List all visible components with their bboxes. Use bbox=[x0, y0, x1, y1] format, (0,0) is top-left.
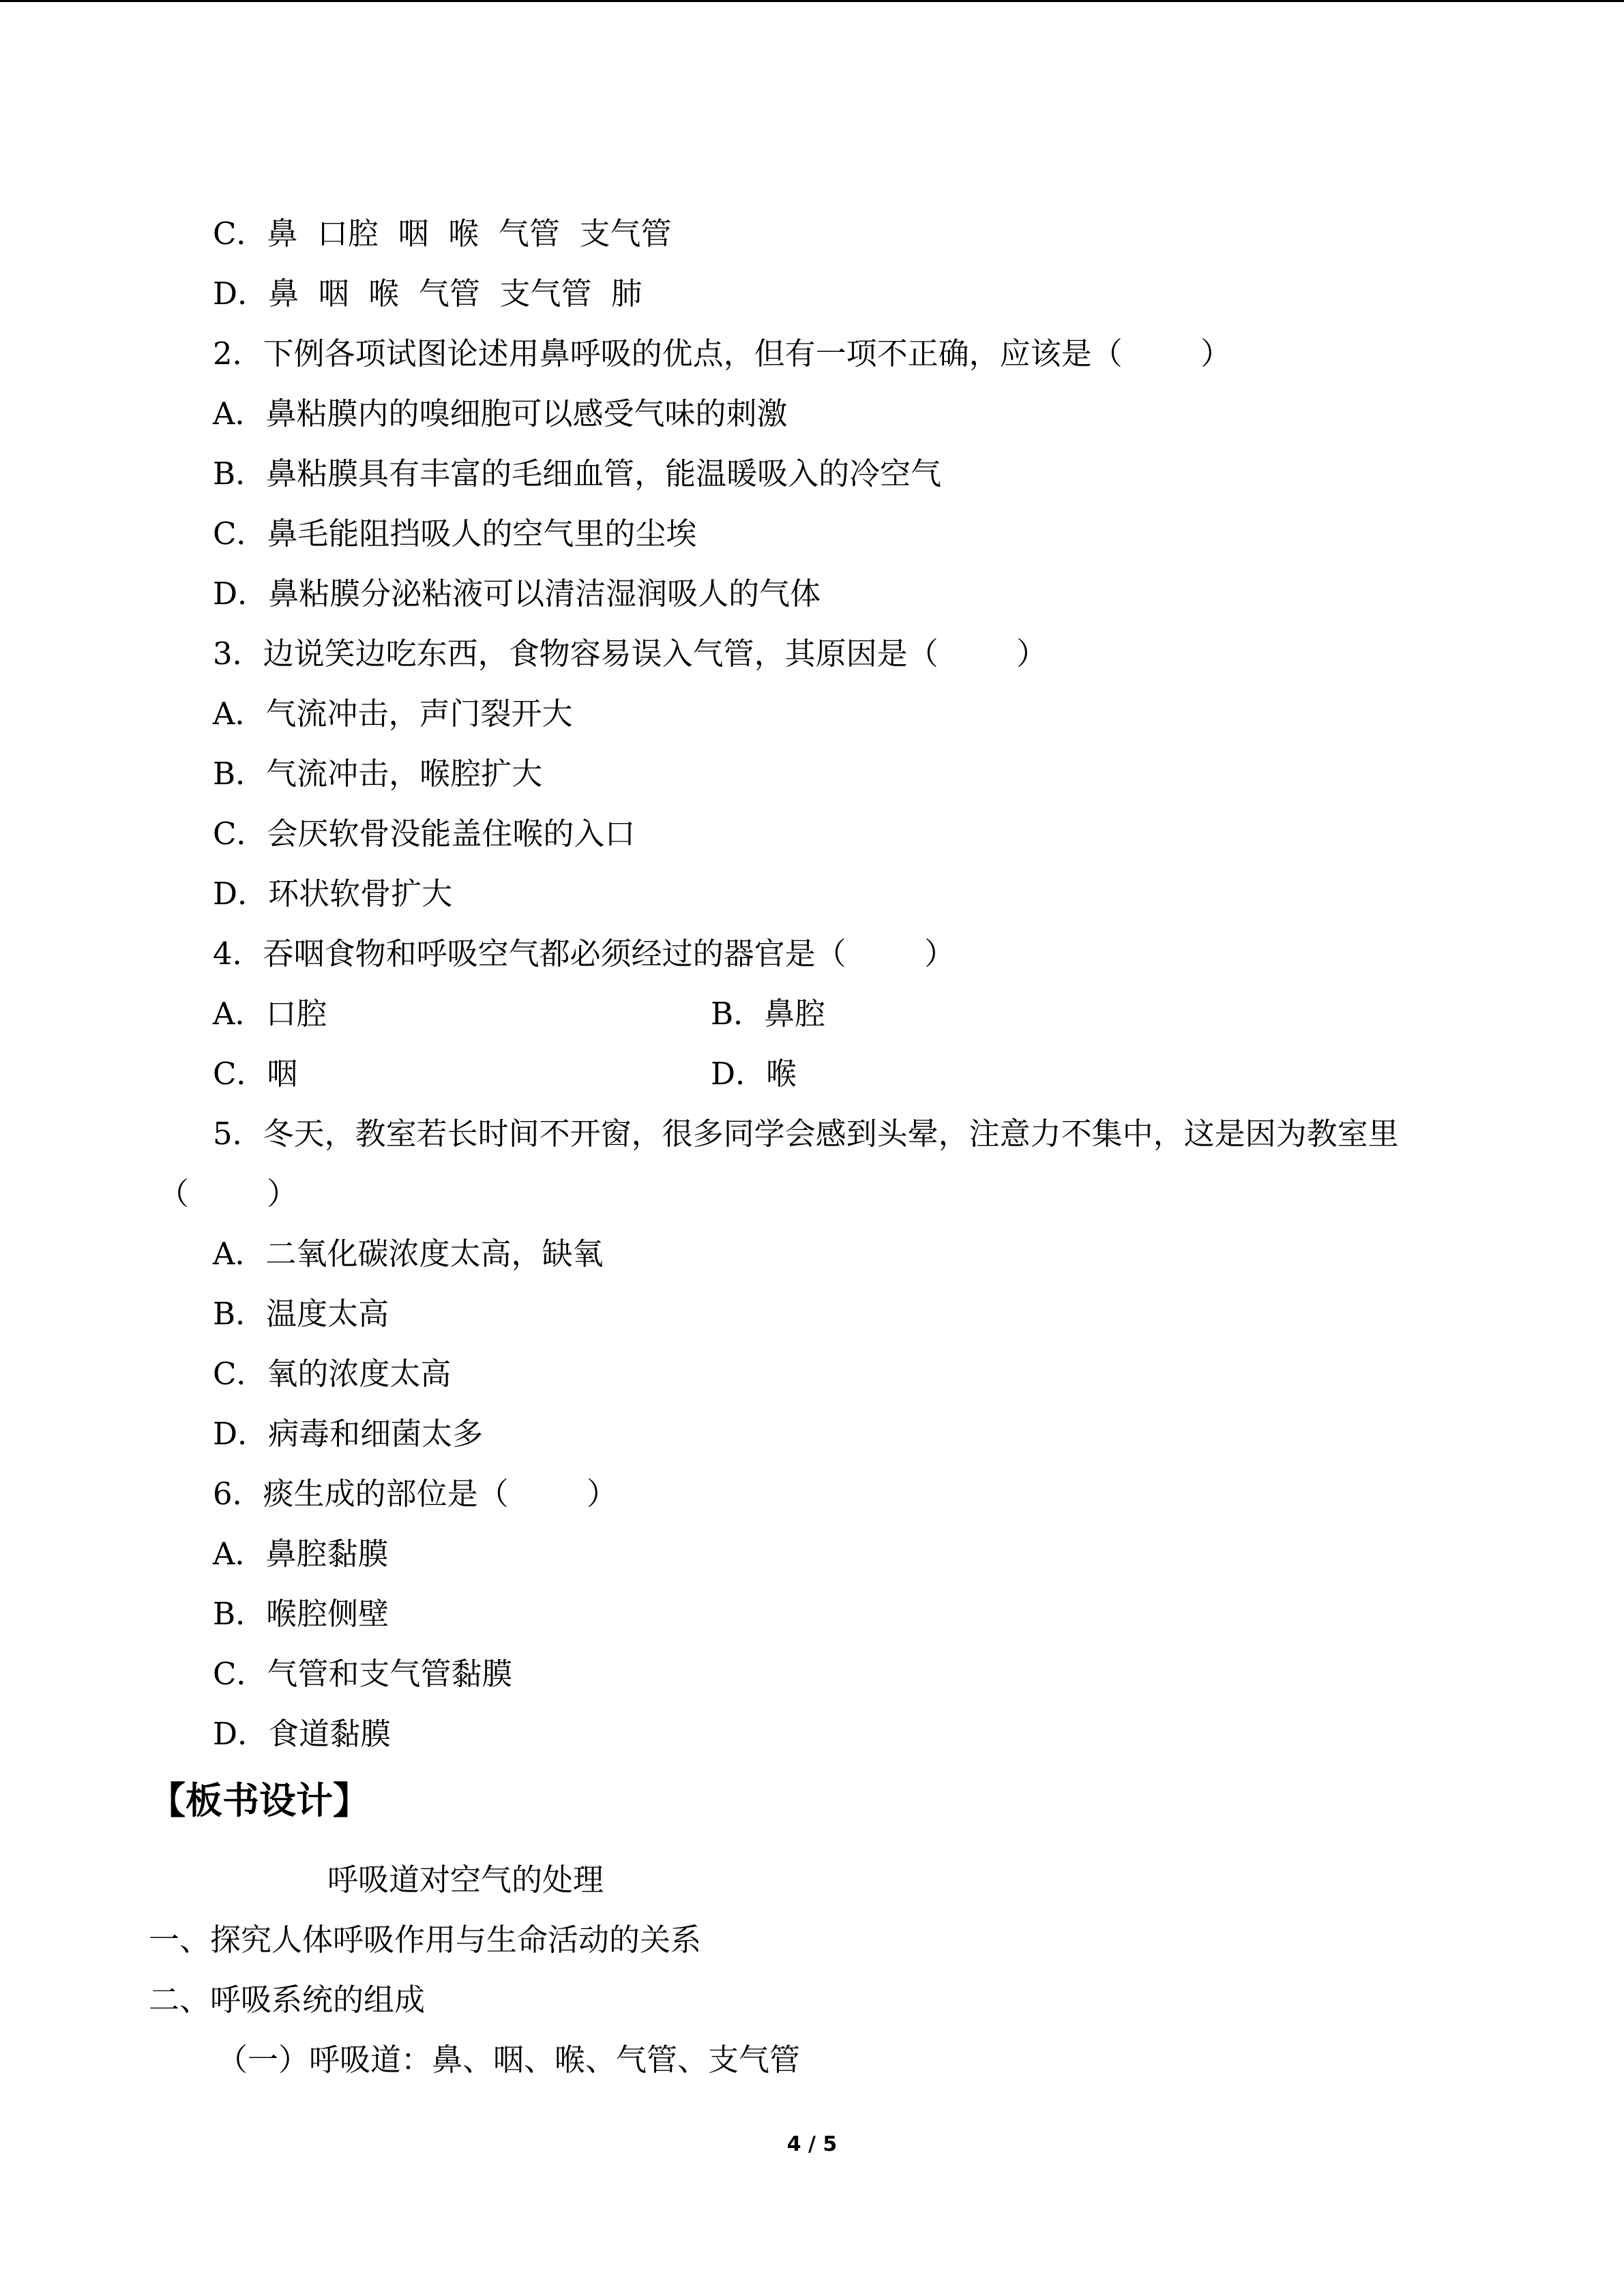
q5-option-a: A．二氧化碳浓度太高，缺氧 bbox=[213, 1236, 604, 1272]
section-heading: 【板书设计】 bbox=[149, 1778, 370, 1822]
q6-option-c: C．气管和支气管黏膜 bbox=[213, 1656, 513, 1692]
board-title: 呼吸道对空气的处理 bbox=[327, 1862, 604, 1898]
board-item-1: 一、探究人体呼吸作用与生命活动的关系 bbox=[149, 1922, 702, 1958]
q1-option-d: D．鼻 咽 喉 气管 支气管 肺 bbox=[213, 275, 643, 312]
q3-option-d: D．环状软骨扩大 bbox=[213, 876, 453, 912]
q2-option-a: A．鼻粘膜内的嗅细胞可以感受气味的刺激 bbox=[213, 396, 788, 432]
q2-option-d: D．鼻粘膜分泌粘液可以清洁湿润吸人的气体 bbox=[213, 576, 821, 612]
q5-stem-continued: （ ） bbox=[158, 1176, 298, 1212]
board-item-2: 二、呼吸系统的组成 bbox=[149, 1982, 426, 2018]
q6-option-a: A．鼻腔黏膜 bbox=[213, 1536, 389, 1572]
q1-option-c: C．鼻 口腔 咽 喉 气管 支气管 bbox=[213, 215, 672, 252]
q4-option-a: A．口腔 bbox=[213, 996, 327, 1032]
q6-option-d: D．食道黏膜 bbox=[213, 1716, 392, 1752]
q3-option-c: C．会厌软骨没能盖住喉的入口 bbox=[213, 816, 636, 852]
q3-option-b: B．气流冲击，喉腔扩大 bbox=[213, 756, 543, 792]
q5-option-b: B．温度太高 bbox=[213, 1296, 389, 1332]
q5-option-c: C．氧的浓度太高 bbox=[213, 1356, 452, 1392]
q4-stem: 4．吞咽食物和呼吸空气都必须经过的器官是（ ） bbox=[213, 936, 956, 972]
q5-option-d: D．病毒和细菌太多 bbox=[213, 1416, 484, 1452]
q2-option-b: B．鼻粘膜具有丰富的毛细血管，能温暖吸入的冷空气 bbox=[213, 456, 942, 492]
q2-option-c: C．鼻毛能阻挡吸人的空气里的尘埃 bbox=[213, 516, 697, 552]
q6-option-b: B．喉腔侧壁 bbox=[213, 1596, 389, 1632]
q3-stem: 3．边说笑边吃东西，食物容易误入气管，其原因是（ ） bbox=[213, 636, 1048, 672]
page-number: 4 / 5 bbox=[786, 2132, 838, 2156]
q4-option-c: C．咽 bbox=[213, 1056, 298, 1092]
q3-option-a: A．气流冲击，声门裂开大 bbox=[213, 696, 573, 732]
q6-stem: 6．痰生成的部位是（ ） bbox=[213, 1476, 618, 1512]
board-item-2-sub: （一）呼吸道：鼻、咽、喉、气管、支气管 bbox=[217, 2042, 801, 2078]
page-top-border bbox=[0, 0, 1624, 2]
q4-option-d: D．喉 bbox=[711, 1056, 797, 1092]
q4-option-b: B．鼻腔 bbox=[711, 996, 826, 1032]
q5-stem: 5．冬天，教室若长时间不开窗，很多同学会感到头晕，注意力不集中，这是因为教室里 bbox=[213, 1116, 1399, 1152]
q2-stem: 2．下例各项试图论述用鼻呼吸的优点，但有一项不正确，应该是（ ） bbox=[213, 336, 1232, 372]
